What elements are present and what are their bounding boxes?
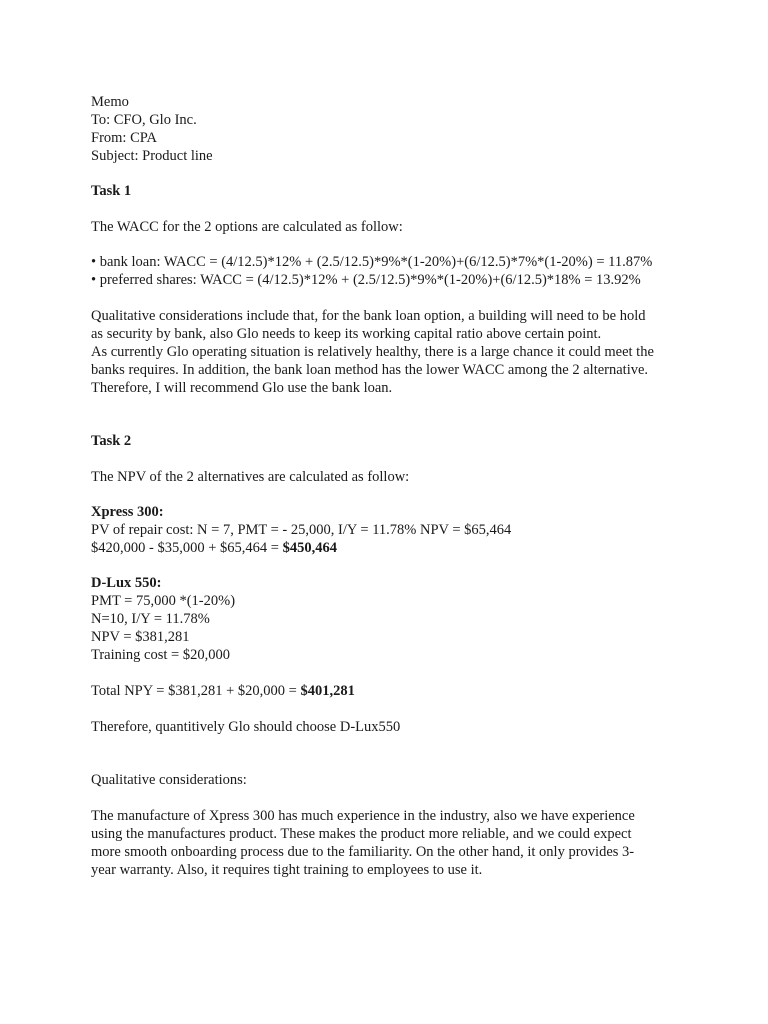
task2-conclusion: Therefore, quantitively Glo should choose D-Lux550 [91,719,401,735]
memo-label: Memo [91,94,129,110]
xpress-total-value: $450,464 [282,540,337,556]
task1-qualitative-line: as security by bank, also Glo needs to keep its working capital ratio above certain point. [91,326,602,342]
task2-qualitative-line: year warranty. Also, it requires tight training to employees to use it. [91,862,483,878]
dlux-line: N=10, I/Y = 11.78% [91,611,210,627]
xpress-pv-line: PV of repair cost: N = 7, PMT = - 25,000, I/Y = 11.78% NPV = $65,464 [91,522,512,538]
task2-qualitative-line: using the manufactures product. These makes the product more reliable, and we could expect [91,826,632,842]
task1-qualitative-line: Therefore, I will recommend Glo use the bank loan. [91,380,393,396]
memo-subject: Subject: Product line [91,148,213,164]
memo-to: To: CFO, Glo Inc. [91,112,197,128]
task2-qualitative-heading: Qualitative considerations: [91,772,247,788]
dlux-total-formula: Total NPY = $381,281 + $20,000 = [91,683,301,699]
xpress-total-line [91,539,337,557]
dlux-line: NPV = $381,281 [91,629,190,645]
xpress-heading: Xpress 300: [91,504,164,520]
memo-from: From: CPA [91,130,157,146]
dlux-total-line [91,682,355,700]
task2-intro: The NPV of the 2 alternatives are calculated as follow: [91,469,410,485]
dlux-line: Training cost = $20,000 [91,647,230,663]
wacc-preferred-shares: • preferred shares: WACC = (4/12.5)*12% + (2.5/12.5)*9%*(1-20%)+(6/12.5)*18% = 13.92% [91,272,641,288]
wacc-bank-loan: • bank loan: WACC = (4/12.5)*12% + (2.5/12.5)*9%*(1-20%)+(6/12.5)*7%*(1-20%) = 11.87% [91,254,653,270]
xpress-total-formula: $420,000 - $35,000 + $65,464 = [91,540,283,556]
task1-qualitative-line: As currently Glo operating situation is relatively healthy, there is a large chance it could meet the [91,344,654,360]
dlux-total-value: $401,281 [300,683,355,699]
task2-qualitative-line: The manufacture of Xpress 300 has much experience in the industry, also we have experience [91,808,635,824]
dlux-heading: D-Lux 550: [91,575,162,591]
task1-qualitative-line: Qualitative considerations include that, for the bank loan option, a building will need to be hold [91,308,646,324]
dlux-line: PMT = 75,000 *(1-20%) [91,593,236,609]
task1-heading: Task 1 [91,183,132,199]
task2-heading: Task 2 [91,433,132,449]
task2-qualitative-line: more smooth onboarding process due to the familiarity. On the other hand, it only provides 3- [91,844,635,860]
task1-intro: The WACC for the 2 options are calculated as follow: [91,219,403,235]
task1-qualitative-line: banks requires. In addition, the bank loan method has the lower WACC among the 2 alternative. [91,362,649,378]
